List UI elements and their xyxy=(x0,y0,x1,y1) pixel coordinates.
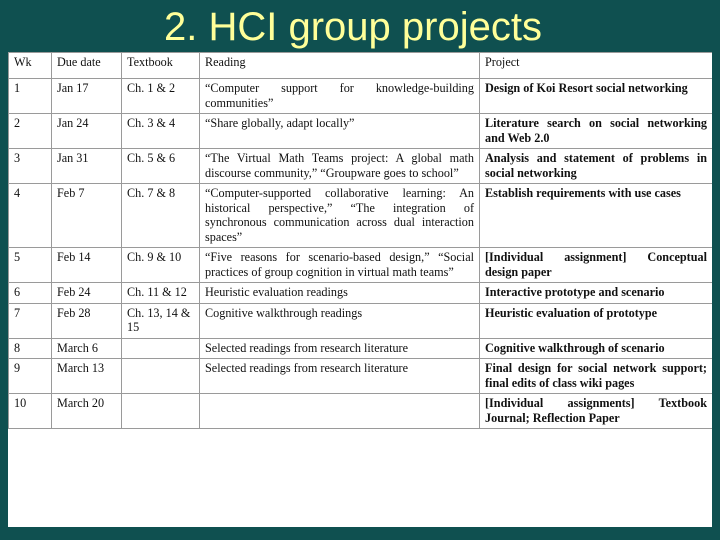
header-project: Project xyxy=(480,53,713,79)
header-wk: Wk xyxy=(9,53,52,79)
cell-textbook: Ch. 1 & 2 xyxy=(122,79,200,114)
cell-wk: 7 xyxy=(9,303,52,338)
cell-textbook xyxy=(122,338,200,359)
cell-project: Establish requirements with use cases xyxy=(480,184,713,248)
cell-project: Literature search on social networking and Web 2.0 xyxy=(480,114,713,149)
cell-project: Heuristic evaluation of prototype xyxy=(480,303,713,338)
cell-textbook: Ch. 9 & 10 xyxy=(122,248,200,283)
table-row xyxy=(9,114,713,149)
slide-title xyxy=(0,2,720,52)
table-row xyxy=(9,283,713,304)
cell-project: Design of Koi Resort social networking xyxy=(480,79,713,114)
cell-reading: Selected readings from research literature xyxy=(200,359,480,394)
cell-project: [Individual assignment] Conceptual design paper xyxy=(480,248,713,283)
cell-textbook: Ch. 11 & 12 xyxy=(122,283,200,304)
cell-reading: Selected readings from research literature xyxy=(200,338,480,359)
cell-reading: Heuristic evaluation readings xyxy=(200,283,480,304)
cell-project: Final design for social network support; final edits of class wiki pages xyxy=(480,359,713,394)
cell-due-date: Jan 24 xyxy=(52,114,122,149)
cell-due-date: March 20 xyxy=(52,394,122,429)
table-row xyxy=(9,338,713,359)
cell-due-date: Feb 24 xyxy=(52,283,122,304)
cell-textbook: Ch. 5 & 6 xyxy=(122,149,200,184)
cell-wk: 6 xyxy=(9,283,52,304)
header-reading: Reading xyxy=(200,53,480,79)
slide-title-text: 2. HCI group projects xyxy=(164,5,542,49)
cell-reading: Cognitive walkthrough readings xyxy=(200,303,480,338)
cell-wk: 2 xyxy=(9,114,52,149)
schedule-table xyxy=(8,52,712,429)
cell-reading: “Five reasons for scenario-based design,” “Social practices of group cognition in virtual math teams” xyxy=(200,248,480,283)
cell-textbook: Ch. 13, 14 & 15 xyxy=(122,303,200,338)
cell-reading: “The Virtual Math Teams project: A global math discourse community,” “Groupware goes to school” xyxy=(200,149,480,184)
cell-due-date: Jan 17 xyxy=(52,79,122,114)
cell-due-date: March 6 xyxy=(52,338,122,359)
table-row xyxy=(9,248,713,283)
header-due-date: Due date xyxy=(52,53,122,79)
cell-textbook xyxy=(122,394,200,429)
table-header-row xyxy=(9,53,713,79)
cell-due-date: March 13 xyxy=(52,359,122,394)
cell-reading: “Computer support for knowledge-building communities” xyxy=(200,79,480,114)
cell-textbook xyxy=(122,359,200,394)
cell-wk: 10 xyxy=(9,394,52,429)
table-row xyxy=(9,303,713,338)
table-row xyxy=(9,79,713,114)
cell-due-date: Feb 14 xyxy=(52,248,122,283)
cell-reading: “Share globally, adapt locally” xyxy=(200,114,480,149)
cell-wk: 9 xyxy=(9,359,52,394)
cell-textbook: Ch. 7 & 8 xyxy=(122,184,200,248)
table-row xyxy=(9,359,713,394)
cell-textbook: Ch. 3 & 4 xyxy=(122,114,200,149)
cell-wk: 5 xyxy=(9,248,52,283)
schedule-table-container xyxy=(8,52,712,527)
cell-reading xyxy=(200,394,480,429)
cell-project: Analysis and statement of problems in social networking xyxy=(480,149,713,184)
cell-wk: 1 xyxy=(9,79,52,114)
cell-wk: 8 xyxy=(9,338,52,359)
cell-due-date: Feb 7 xyxy=(52,184,122,248)
table-row xyxy=(9,394,713,429)
table-row xyxy=(9,149,713,184)
cell-reading: “Computer-supported collaborative learning: An historical perspective,” “The integration of synchronous communication across dual interaction spaces” xyxy=(200,184,480,248)
cell-due-date: Feb 28 xyxy=(52,303,122,338)
cell-project: Interactive prototype and scenario xyxy=(480,283,713,304)
cell-project: Cognitive walkthrough of scenario xyxy=(480,338,713,359)
cell-due-date: Jan 31 xyxy=(52,149,122,184)
cell-project: [Individual assignments] Textbook Journal; Reflection Paper xyxy=(480,394,713,429)
cell-wk: 4 xyxy=(9,184,52,248)
cell-wk: 3 xyxy=(9,149,52,184)
header-textbook: Textbook xyxy=(122,53,200,79)
table-row xyxy=(9,184,713,248)
